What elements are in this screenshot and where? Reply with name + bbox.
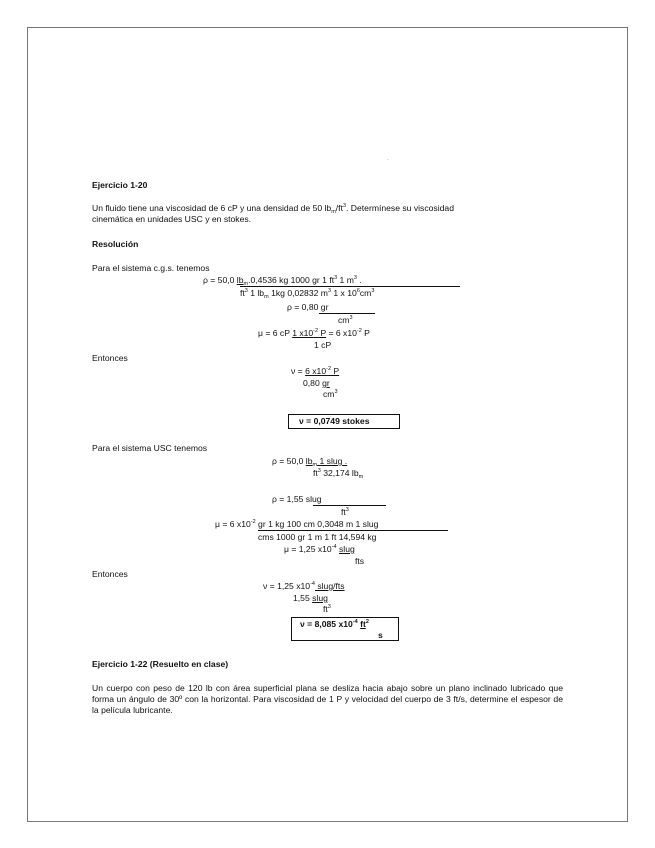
stray-mark: . xyxy=(387,156,389,162)
cgs-entonces: Entonces xyxy=(92,353,128,363)
usc-intro: Para el sistema USC tenemos xyxy=(92,443,208,453)
usc-entonces: Entonces xyxy=(92,569,128,579)
cgs-viscosity-denominator: 1 cP xyxy=(314,340,332,350)
exercise-1-22-title: Ejercicio 1-22 (Resuelto en clase) xyxy=(92,659,229,669)
usc-viscosity-result: μ = 1,25 $x10^{-4}$ slug xyxy=(284,544,355,554)
usc-density-result: ρ = 1,55 slug xyxy=(272,494,322,504)
usc-viscosity-fraction-line xyxy=(258,530,448,531)
cgs-kinematic-viscosity-denominator: 0,80 gr xyxy=(303,378,330,388)
exercise-1-22-statement: Un cuerpo con peso de 120 lb con área superficial plana se desliza hacia abajo sobre un plano inclinado lubricado que forma un ángulo de 30º con la horizontal. Para viscosidad de 1 P y velocidad del cuerpo de 3 ft/s, determine el espesor de la película lubricante. xyxy=(92,683,563,715)
usc-viscosity-result-denominator: fts xyxy=(355,556,365,566)
exercise-1-20-statement-line1: Un fluido tiene una viscosidad de 6 cP y una densidad de 50 $lb_m/ft^3$. Determínese su viscosidad xyxy=(92,203,454,215)
usc-density-result-denominator: $ft^3$ xyxy=(341,507,349,517)
cgs-result: ν = 0,0749 stokes xyxy=(299,416,370,426)
usc-kinematic-viscosity-denominator: 1,55 slug xyxy=(293,593,328,603)
cgs-density-result-denominator: $cm^3$ xyxy=(338,315,353,325)
cgs-density-result-line xyxy=(319,313,375,314)
cgs-intro: Para el sistema c.g.s. tenemos xyxy=(92,263,210,273)
usc-kinematic-viscosity-numerator: ν = 1,25 $x10^{-4}$ slug/fts xyxy=(263,581,345,591)
usc-viscosity-conversion-numerator: μ = 6 $x10^{-2}$ gr 1 kg 100 cm 0,3048 m 1 slug xyxy=(215,519,379,529)
cgs-density-conversion-denominator: $ft^3$ 1 $lb_m$ 1kg 0,02832 $m^3$ 1 x $10^6cm^3$ xyxy=(240,288,375,300)
usc-density-conversion-denominator: $ft^3$ 32,174 $lb_m$ xyxy=(313,468,364,480)
cgs-kinematic-viscosity-numerator: ν = 6 $x10^{-2}$ P xyxy=(291,366,340,376)
usc-density-result-line xyxy=(313,505,386,506)
cgs-viscosity-conversion: μ = 6 cP 1 $x10^{-2}$ P = 6 $x10^{-2}$ P xyxy=(258,328,370,338)
usc-result-numerator: ν = 8,085 $x10^{-4}$ $ft^2$ xyxy=(300,619,369,629)
resolucion-heading: Resolución xyxy=(92,239,139,249)
usc-kinematic-viscosity-subdenominator: $ft^3$ xyxy=(323,604,331,614)
cgs-density-conversion-numerator: ρ = 50,0 $lb_m.0,4536$ kg 1000 gr 1 $ft^3$ 1 $m^3$ . xyxy=(203,275,362,287)
usc-viscosity-conversion-denominator: cms 1000 gr 1 m 1 ft 14,594 kg xyxy=(258,532,377,542)
exercise-1-20-statement-line2: cinemática en unidades USC y en stokes. xyxy=(92,214,252,224)
usc-density-conversion-numerator: ρ = 50,0 $lb_m$ 1 slug . xyxy=(272,456,348,468)
cgs-density-fraction-line xyxy=(240,286,460,287)
cgs-density-result: ρ = 0,80 gr xyxy=(287,302,329,312)
cgs-kinematic-viscosity-subdenominator: $cm^3$ xyxy=(323,389,338,399)
usc-result-denominator: s xyxy=(378,630,383,640)
exercise-1-20-title: Ejercicio 1-20 xyxy=(92,180,148,190)
